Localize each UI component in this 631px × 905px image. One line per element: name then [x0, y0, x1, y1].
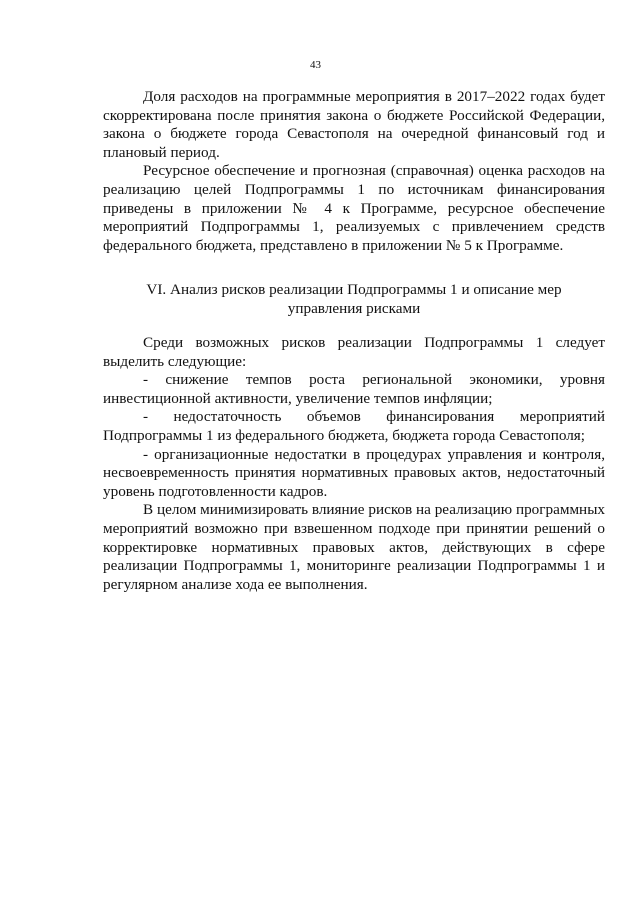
section-heading [103, 281, 605, 318]
funding-section-text [103, 88, 605, 255]
paragraph-resource-provision: Ресурсное обеспечение и прогнозная (справочная) оценка расходов на реализацию целей Подпрограммы 1 по источникам финансирования приведены в приложении № 4 к Программе, ресурсное обеспечение мероприятий Подпрограммы 1, реализуемых с привлечением средств федерального бюджета, представлено в приложении № 5 к Программе. [103, 162, 605, 254]
list-item-risk-funding: - недостаточность объемов финансирования мероприятий Подпрограммы 1 из федерального бюджета, бюджета города Севастополя; [103, 408, 605, 444]
page-number: 43 [310, 59, 321, 71]
section-heading-line-1: VI. Анализ рисков реализации Подпрограммы 1 и описание мер [146, 281, 562, 298]
section-heading-line-2: управления рисками [287, 299, 421, 317]
paragraph-risk-mitigation: В целом минимизировать влияние рисков на реализацию программных мероприятий возможно при взвешенном подходе при принятии решений о корректировке нормативных правовых актов, действующих в сфере реализации Подпрограммы 1, мониторинге реализации Подпрограммы 1 и регулярном анализе хода ее выполнения. [103, 501, 605, 593]
paragraph-risks-intro: Среди возможных рисков реализации Подпрограммы 1 следует выделить следующие: [103, 334, 605, 370]
paragraph-budget-share: Доля расходов на программные мероприятия в 2017–2022 годах будет скорректирована после принятия закона о бюджете Российской Федерации, закона о бюджете города Севастополя на очередной финансовый год и плановый период. [103, 88, 605, 161]
risk-section-text [103, 334, 605, 594]
list-item-risk-economy: - снижение темпов роста региональной экономики, уровня инвестиционной активности, увеличение темпов инфляции; [103, 371, 605, 407]
list-item-risk-organizational: - организационные недостатки в процедурах управления и контроля, несвоевременность принятия нормативных правовых актов, недостаточный уровень подготовленности кадров. [103, 445, 605, 500]
